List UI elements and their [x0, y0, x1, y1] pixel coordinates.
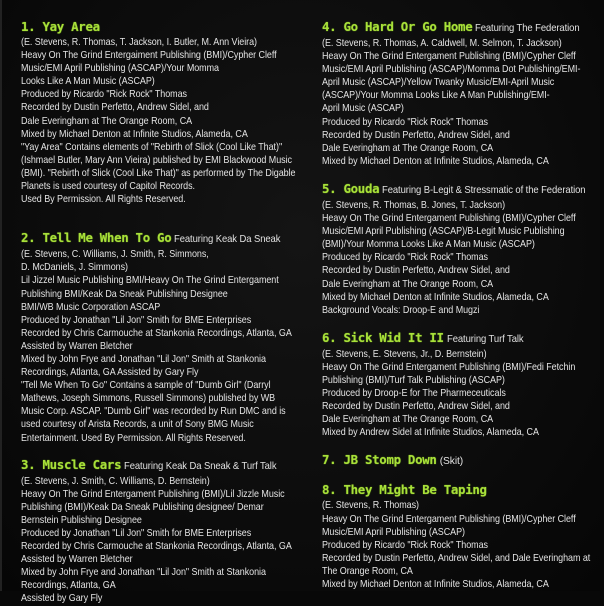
- track-block: [322, 182, 596, 317]
- track-featuring: (Skit): [439, 456, 464, 468]
- track-featuring: Featuring The Federation: [475, 23, 581, 34]
- credit-line: Publishing BMI/Keak Da Sneak Publishing Designee: [21, 288, 228, 300]
- credit-line: Mathews, Joseph Simmons, Russell Simmons) published by WB: [21, 393, 276, 405]
- credit-line: (E. Stevens, R. Thomas, T. Jackson, I. Butler, M. Ann Vieira): [21, 37, 257, 48]
- credit-line: "Tell Me When To Go" Contains a sample of "Dumb Girl" (Darryl: [21, 380, 271, 392]
- credit-line: Lil Jizzel Music Publishing BMI/Heavy On The Grind Entergament: [21, 275, 279, 287]
- credit-line: April Music (ASCAP)/Yellow Twanky Music/EMI-April Music: [322, 77, 555, 89]
- track-header: [322, 483, 596, 498]
- credit-line: Heavy On The Grind Entergament Publishing (BMI)/Cypher Cleff: [322, 213, 576, 225]
- track-featuring: Featuring Keak Da Sneak: [174, 234, 281, 246]
- credit-line: Mixed by Michael Denton at Infinite Studios, Alameda, CA: [21, 128, 248, 140]
- track-featuring: Featuring Keak Da Sneak & Turf Talk: [124, 460, 277, 472]
- credit-line: Produced by Ricardo "Rick Rock" Thomas: [322, 116, 488, 128]
- credit-line: Background Vocals: Droop-E and Mugzi: [322, 304, 480, 316]
- track-header: [322, 331, 596, 347]
- track-header: [322, 20, 596, 36]
- credit-line: Publishing (BMI)/Turf Talk Publishing (ASCAP): [322, 374, 505, 386]
- credit-line: Recorded by Dustin Perfetto, Andrew Sidel, and: [322, 129, 510, 141]
- credit-line: Recorded by Dustin Perfetto, Andrew Sidel, and: [322, 265, 510, 277]
- credit-line: Music Corp. ASCAP. "Dumb Girl" was recorded by Run DMC and is: [21, 406, 286, 418]
- credit-line: Produced by Droop-E for The Pharmeceuticals: [322, 388, 506, 400]
- track-credits: [21, 475, 295, 606]
- credit-line: Mixed by Andrew Sidel at Infinite Studios, Alameda, CA: [322, 427, 539, 439]
- credit-line: Assisted by Warren Bletcher: [21, 554, 133, 566]
- credit-line: Recorded by Dustin Perfetto, Andrew Sidel, and: [322, 401, 510, 413]
- credit-line: Mixed by John Frye and Jonathan "Lil Jon" Smith at Stankonia: [21, 353, 266, 365]
- credit-line: Music/EMI April Publishing (ASCAP)/Your Momma: [21, 63, 219, 75]
- credit-line: Assisted by Gary Fly: [21, 593, 103, 605]
- credit-line: Publishing (BMI)/Keak Da Sneak Publishing designee/ Demar: [21, 501, 264, 513]
- credit-line: Mixed by Michael Denton at Infinite Studios, Alameda, CA: [322, 291, 549, 303]
- credit-line: (ASCAP)/Your Momma Looks Like A Man Publishing/EMI-: [322, 90, 550, 102]
- track-block: [322, 483, 596, 591]
- credit-line: Used By Permission. All Rights Reserved.: [21, 194, 186, 206]
- track-block: [21, 458, 295, 606]
- credit-line: Heavy On The Grind Entergament Publishing (BMI)/Cypher Cleff: [322, 513, 576, 525]
- track-title: 8. They Might Be Taping: [322, 482, 487, 498]
- track-title: 7. JB Stomp Down: [322, 452, 437, 468]
- page-edge: [0, 0, 2, 591]
- credit-line: Mixed by John Frye and Jonathan "Lil Jon" Smith at Stankonia: [21, 567, 266, 579]
- credit-line: "Yay Area" Contains elements of "Rebirth of Slick (Cool Like That)": [21, 141, 283, 153]
- track-credits: [322, 199, 596, 317]
- credit-line: Heavy On The Grind Entergament Publishing (BMI)/Lil Jizzle Music: [21, 488, 285, 500]
- credit-line: (Ishmael Butler, Mary Ann Vieira) published by EMI Blackwood Music: [21, 154, 292, 166]
- track-title: 4. Go Hard Or Go Home: [322, 19, 473, 34]
- track-header: [322, 182, 596, 198]
- track-title: 1. Yay Area: [21, 19, 100, 34]
- track-block: [21, 20, 295, 206]
- credit-line: Bernstein Publishing Designee: [21, 514, 142, 526]
- credit-line: Recorded by Dustin Perfetto, Andrew Sidel, and Dale Everingham at: [322, 552, 591, 564]
- track-credits: [322, 348, 596, 440]
- credit-line: Dale Everingham at The Orange Room, CA: [322, 142, 494, 154]
- track-featuring: Featuring B-Legit & Stressmatic of the Federation: [382, 184, 586, 196]
- track-title: 5. Gouda: [322, 180, 380, 196]
- credit-line: Recorded by Chris Carmouche at Stankonia Recordings, Atlanta, GA: [21, 541, 292, 553]
- track-title: 2. Tell Me When To Go: [21, 230, 172, 246]
- credit-line: Dale Everingham at The Orange Room, CA: [322, 414, 494, 426]
- track-header: [21, 20, 295, 35]
- track-credits: [322, 499, 596, 591]
- credit-line: Produced by Jonathan "Lil Jon" Smith for BME Enterprises: [21, 314, 252, 326]
- right-column: [322, 20, 596, 591]
- credit-line: Looks Like A Man Music (ASCAP): [21, 76, 155, 88]
- left-column: [21, 20, 295, 606]
- credit-line: (E. Stevens, R. Thomas, A. Caldwell, M. Selmon, T. Jackson): [322, 38, 562, 49]
- credit-line: Music/EMI April Publishing (ASCAP): [322, 526, 465, 538]
- credit-line: Dale Everingham at The Orange Room, CA: [322, 278, 494, 290]
- track-credits: [21, 248, 295, 444]
- credit-line: (E. Stevens, R. Thomas): [322, 500, 419, 512]
- credit-line: Produced by Ricardo "Rick Rock" Thomas: [21, 89, 187, 101]
- credit-line: Recordings, Atlanta, GA: [21, 580, 116, 592]
- track-block: [21, 231, 295, 444]
- credit-line: Heavy On The Grind Entergament Publishing (BMI)/Cypher Cleff: [322, 51, 576, 63]
- track-header: [21, 231, 295, 247]
- credit-line: Recorded by Chris Carmouche at Stankonia Recordings, Atlanta, GA: [21, 327, 292, 339]
- credit-line: Assisted by Warren Bletcher: [21, 340, 133, 352]
- credit-line: Mixed by Michael Denton at Infinite Studios, Alameda, CA: [322, 579, 549, 590]
- track-block: [322, 331, 596, 440]
- credit-line: Music/EMI April Publishing (ASCAP)/B-Legit Music Publishing: [322, 226, 565, 238]
- credit-line: Produced by Jonathan "Lil Jon" Smith for BME Enterprises: [21, 528, 252, 539]
- credit-line: Heavy On The Grind Entergament Publishing (BMI)/Fedi Fetchin: [322, 361, 576, 373]
- credit-line: Produced by Ricardo "Rick Rock" Thomas: [322, 252, 488, 264]
- credit-line: Entertainment. Used By Permission. All Rights Reserved.: [21, 432, 246, 444]
- credit-line: Recordings, Atlanta, GA Assisted by Gary Fly: [21, 367, 199, 379]
- track-title: 3. Muscle Cars: [21, 456, 122, 472]
- credit-line: (E. Stevens, C. Williams, J. Smith, R. Simmons,: [21, 249, 209, 261]
- credit-line: Heavy On The Grind Entergaiment Publishing (BMI)/Cypher Cleff: [21, 50, 277, 62]
- track-block: [322, 20, 596, 168]
- credit-line: (E. Stevens, J. Smith, C. Williams, D. Bernstein): [21, 475, 210, 487]
- credit-line: BMI/WB Music Corporation ASCAP: [21, 301, 161, 313]
- track-credits: [21, 36, 295, 206]
- track-header: [21, 458, 295, 474]
- track-header: [322, 453, 596, 469]
- credit-line: Dale Everingham at The Orange Room, CA: [21, 115, 193, 127]
- credit-line: (E. Stevens, E. Stevens, Jr., D. Bernstein): [322, 348, 487, 360]
- credit-line: April Music (ASCAP): [322, 103, 404, 115]
- track-credits: [322, 37, 596, 168]
- credit-line: Music/EMI April Publishing (ASCAP)/Momma Dot Publishing/EMI-: [322, 64, 581, 76]
- track-title: 6. Sick Wid It II: [322, 329, 444, 345]
- credit-line: (E. Stevens, R. Thomas, B. Jones, T. Jackson): [322, 199, 506, 211]
- credit-line: Recorded by Dustin Perfetto, Andrew Sidel, and: [21, 102, 209, 114]
- credit-line: The Orange Room, CA: [322, 565, 413, 577]
- track-featuring: Featuring Turf Talk: [446, 333, 524, 345]
- credit-line: Produced by Ricardo "Rick Rock" Thomas: [322, 539, 488, 551]
- credit-line: Mixed by Michael Denton at Infinite Studios, Alameda, CA: [322, 155, 549, 167]
- credit-line: (BMI)/Your Momma Looks Like A Man Music (ASCAP): [322, 239, 535, 251]
- credit-line: Planets is used courtesy of Capitol Records.: [21, 181, 195, 193]
- credit-line: D. McDaniels, J. Simmons): [21, 262, 129, 274]
- track-block: [322, 453, 596, 469]
- credit-line: used courtesy of Arista Records, a unit of Sony BMG Music: [21, 419, 254, 431]
- credit-line: (BMI). "Rebirth of Slick (Cool Like That)" as performed by The Digable: [21, 167, 296, 179]
